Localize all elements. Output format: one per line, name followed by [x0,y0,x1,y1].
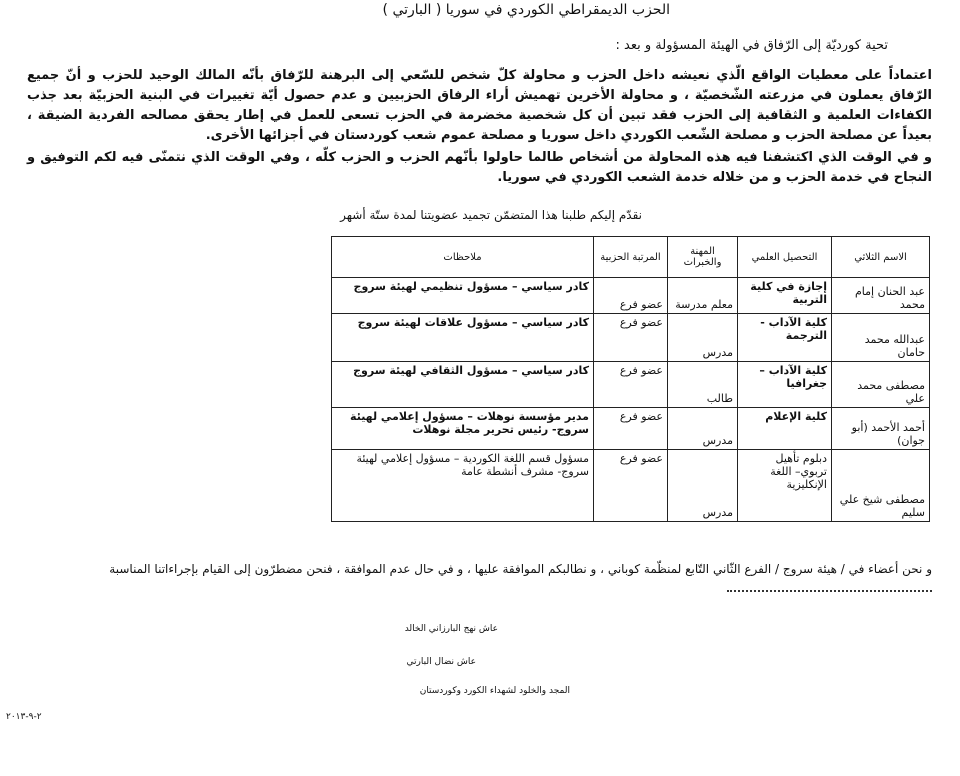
table-header-row [332,237,930,278]
header-rank: المرتبة الحزبية [594,237,668,278]
slogan-party-struggle: عاش نضال البارتي [406,657,476,667]
table-row [332,278,930,314]
cell-rank: عضو فرع [594,314,668,362]
header-profession: المهنة والخبرات [668,237,738,278]
cell-profession: مدرس [668,408,738,450]
freeze-request-line: نقدّم إليكم طلبنا هذا المتضمّن تجميد عضويتنا لمدة ستّة أشهر [340,208,642,222]
header-name: الاسم الثلاثي [832,237,930,278]
table-row [332,314,930,362]
cell-name: عبد الحنان إمام محمد [832,278,930,314]
cell-profession: طالب [668,362,738,408]
closing-statement: و نحن أعضاء في / هيئة سروج / الفرع الثّاني التّابع لمنظّمة كوباني ، و نطالبكم الموافقة عليها ، و في حال عدم الموافقة ، فنحن مضطرّون إلى القيام بإجراءاتنا المناسبة [109,562,932,576]
cell-education: دبلوم تأهيل تربوي– اللغة الإنكليزية [738,450,832,522]
cell-education: كلية الإعلام [738,408,832,450]
letter-date: ٢-٩-٢٠١٣ [6,712,42,722]
cell-notes: كادر سياسي – مسؤول علاقات لهيئة سروج [332,314,594,362]
dotted-line [727,584,932,592]
cell-education: كلية الآداب – جغرافيا [738,362,832,408]
cell-rank: عضو فرع [594,278,668,314]
cell-notes: كادر سياسي – مسؤول الثقافي لهيئة سروج [332,362,594,408]
cell-profession: مدرس [668,314,738,362]
table-row [332,450,930,522]
table-row [332,408,930,450]
header-notes: ملاحظات [332,237,594,278]
cell-rank: عضو فرع [594,450,668,522]
greeting-line: تحية كورديّة إلى الرّفاق في الهيئة المسؤولة و بعد : [615,38,888,53]
cell-notes: مسؤول قسم اللغة الكوردية – مسؤول إعلامي لهيئة سروج- مشرف أنشطة عامة [332,450,594,522]
cell-name: أحمد الأحمد (أبو جوان) [832,408,930,450]
cell-name: مصطفى محمد علي [832,362,930,408]
party-title: الحزب الديمقراطي الكوردي في سوريا ( البارتي ) [382,2,670,18]
header-education: التحصيل العلمي [738,237,832,278]
cell-education: إجازة في كلية التربية [738,278,832,314]
cell-notes: كادر سياسي – مسؤول تنظيمي لهيئة سروج [332,278,594,314]
slogan-martyrs: المجد والخلود لشهداء الكورد وكوردستان [419,686,570,696]
slogan-barzani: عاش نهج البارزاني الخالد [404,624,498,634]
cell-education: كلية الآداب - الترجمة [738,314,832,362]
cell-name: عبدالله محمد حامان [832,314,930,362]
cell-profession: مدرس [668,450,738,522]
cell-rank: عضو فرع [594,362,668,408]
members-table [331,236,930,522]
cell-name: مصطفى شيخ علي سليم [832,450,930,522]
cell-rank: عضو فرع [594,408,668,450]
cell-notes: مدير مؤسسة نوهلات – مسؤول إعلامي لهيئة سروج- رئيس تحرير مجلة نوهلات [332,408,594,450]
body-paragraph-1: اعتماداً على معطيات الواقع الّذي نعيشه داخل الحزب و محاولة كلّ شخص للسّعي إلى البرهنة للرّفاق بأنّه المالك الوحيد للحزب و أنّ جميع الرّفاق يعملون في مزرعته الشّخصيّة ، و محاولة الأخرين تهميش أراء الرفاق الحزبيين و عدم حصول أيّة تغييرات في البنية الحزبيّة بعد جذب الكفاءات العلمية و الثقافية إلى الحزب فقد تبين أن كل شخصية مخضرمة في الحزب تسعى للعمل في إطار يحقق مصالحه الفردية الضيقة ، بعيداً عن مصلحة الحزب و مصلحة الشّعب الكوردي داخل سوريا و مصلحة عموم شعب كوردستان في أجزائها الأخرى. [27,68,932,143]
cell-profession: معلم مدرسة [668,278,738,314]
table-row [332,362,930,408]
body-paragraph-2: و في الوقت الذي اكتشفنا فيه هذه المحاولة من أشخاص طالما حاولوا بأنّهم الحزب و الحزب كلّه ، وفي الوقت الذي نتمنّى فيه لكم التوفيق و النجاح في خدمة الحزب و من خلاله خدمة الشعب الكوردي في سوريا. [27,150,932,185]
